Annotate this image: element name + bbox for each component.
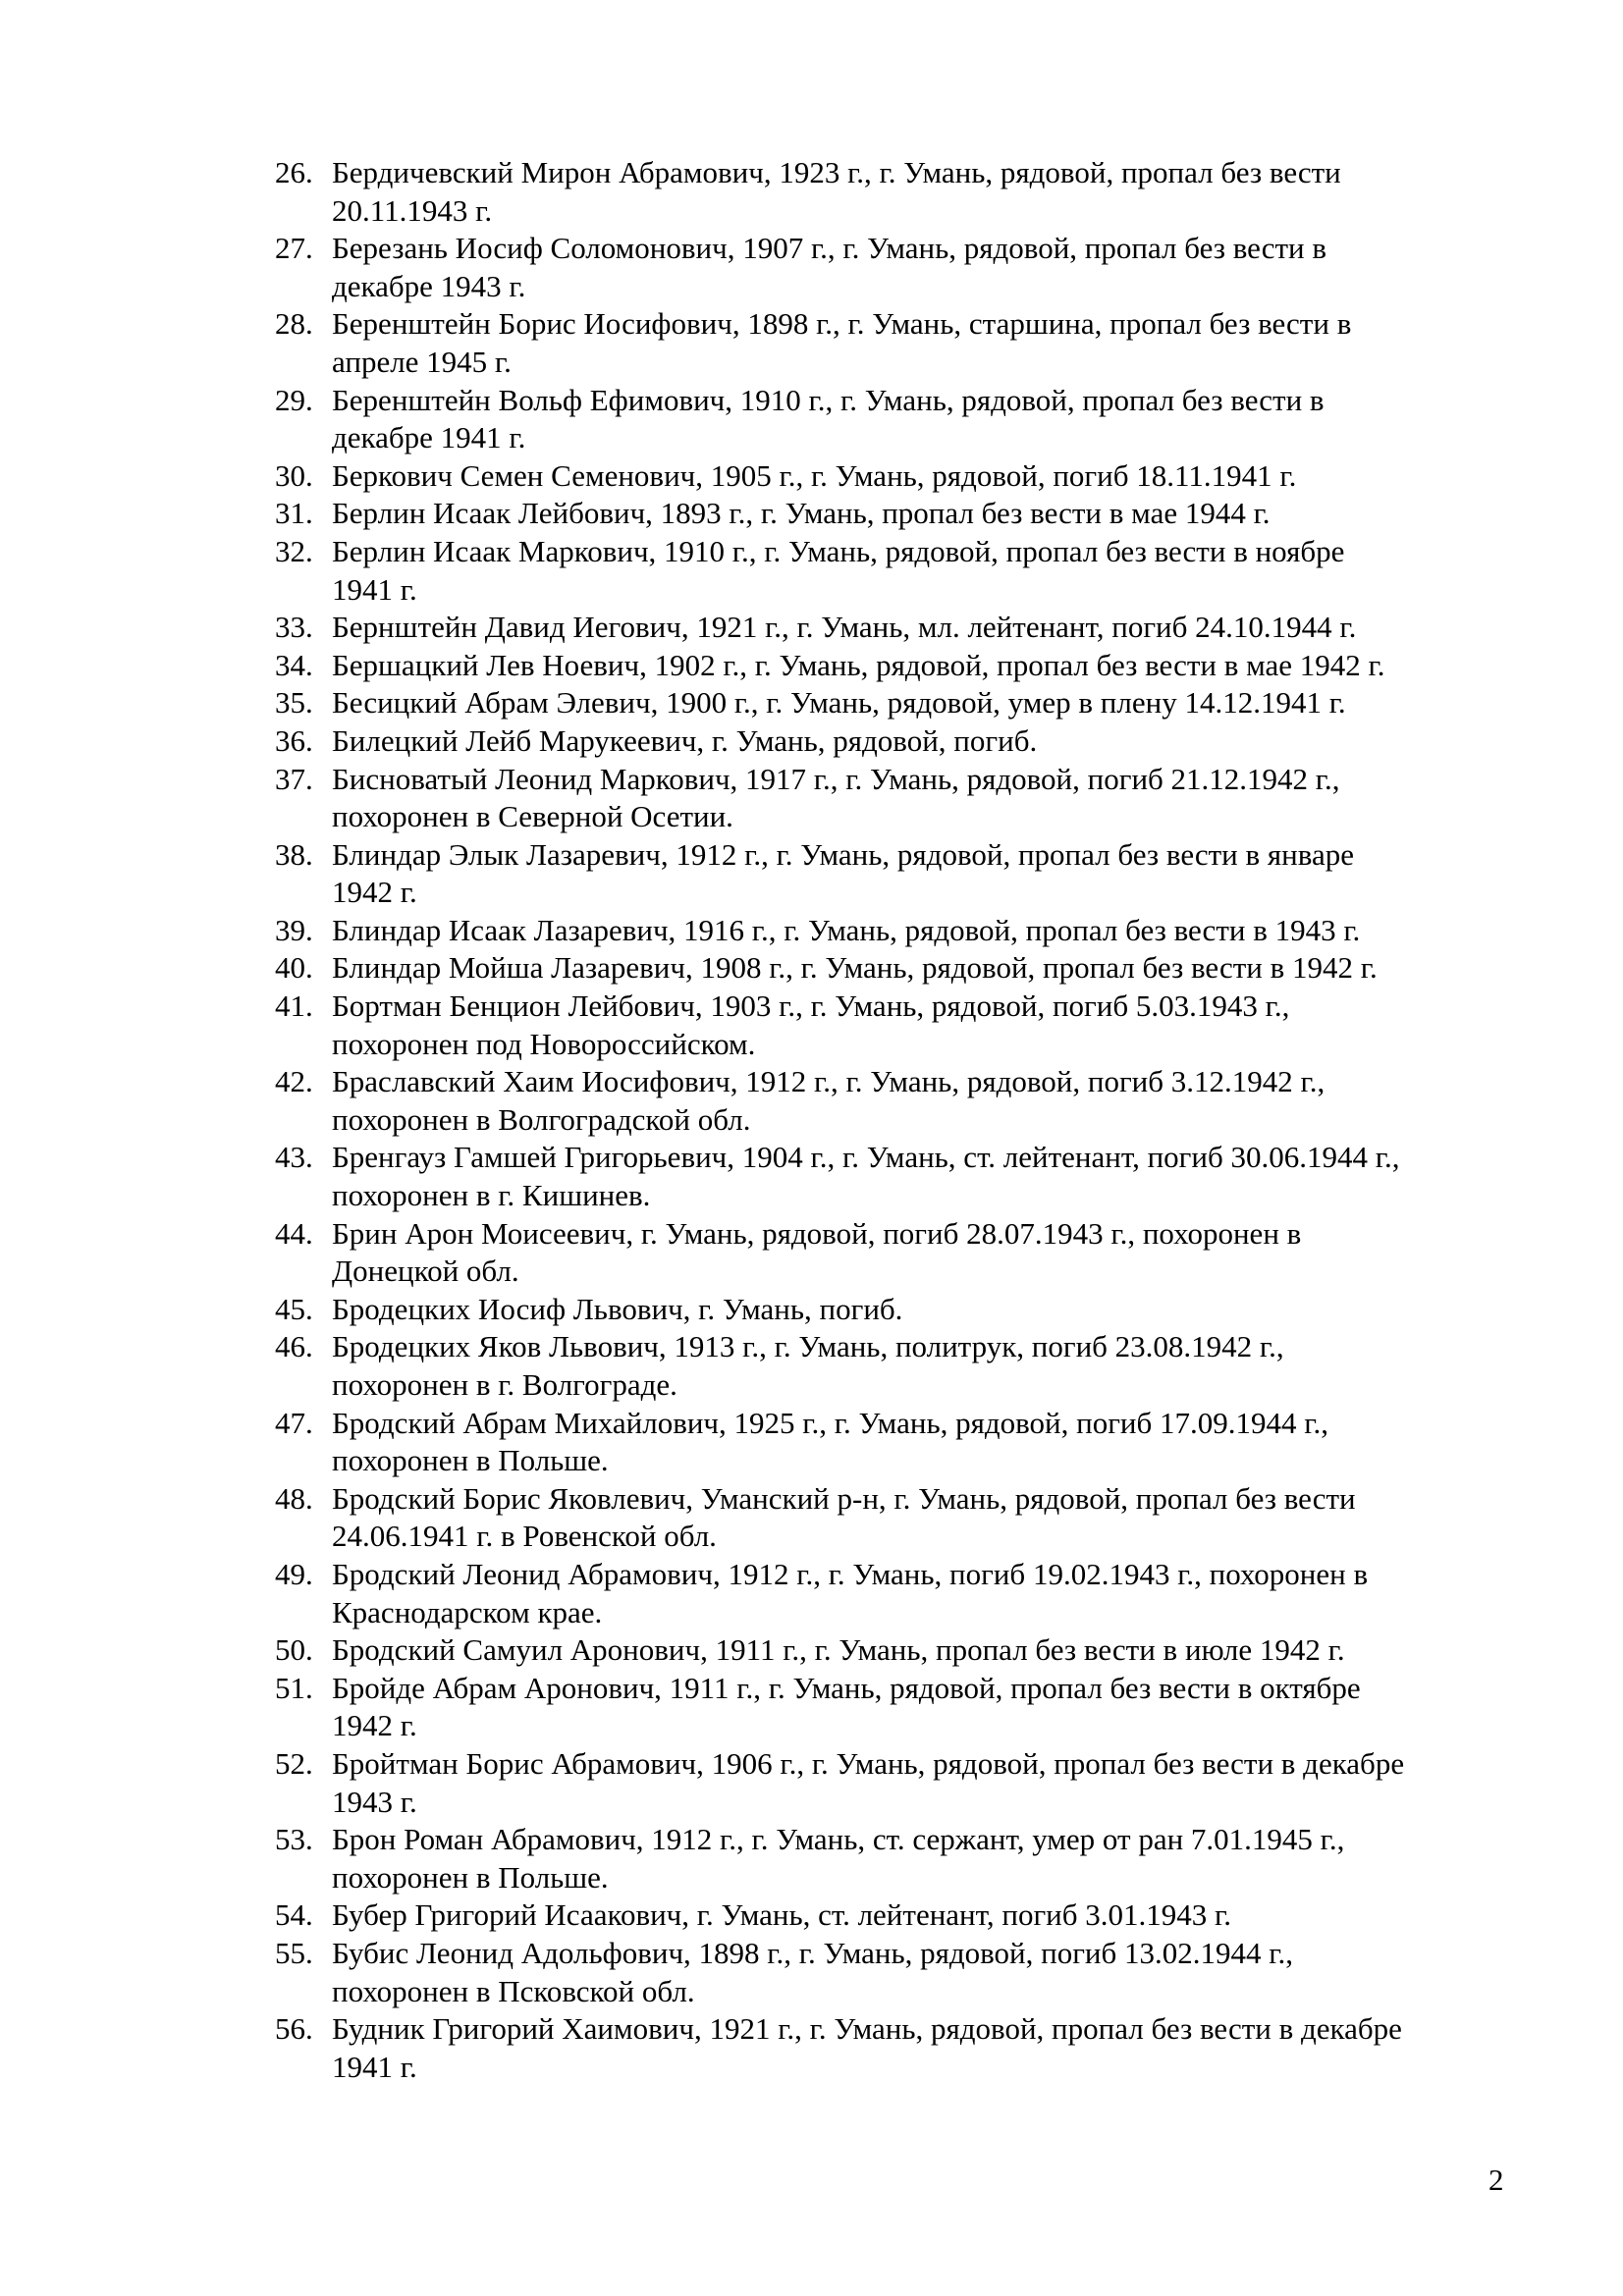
- entry-text-line: 1941 г.: [332, 2049, 417, 2084]
- entry-number: 48.: [275, 1480, 313, 1516]
- list-item: [275, 1631, 1532, 1670]
- entry-number: 33.: [275, 610, 313, 645]
- entry-text-line: Бродский Борис Яковлевич, Уманский р-н, г. Умань, рядовой, пропал без вести: [332, 1480, 1356, 1516]
- entry-text-line: 20.11.1943 г.: [332, 192, 493, 228]
- list-item: [275, 949, 1532, 988]
- entry-text-line: Брон Роман Абрамович, 1912 г., г. Умань, ст. сержант, умер от ран 7.01.1945 г.,: [332, 1822, 1345, 1857]
- entry-text-line: Бродецких Яков Львович, 1913 г., г. Умань, политрук, погиб 23.08.1942 г.,: [332, 1329, 1284, 1364]
- entry-text-line: Бродецких Иосиф Львович, г. Умань, погиб.: [332, 1291, 903, 1326]
- entry-number: 28.: [275, 306, 313, 342]
- entry-text-line: 1942 г.: [332, 1708, 417, 1743]
- entry-text-line: Бернштейн Давид Иегович, 1921 г., г. Умань, мл. лейтенант, погиб 24.10.1944 г.: [332, 610, 1357, 645]
- entry-text-line: Бубис Леонид Адольфович, 1898 г., г. Умань, рядовой, погиб 13.02.1944 г.,: [332, 1935, 1294, 1970]
- entry-number: 37.: [275, 761, 313, 796]
- list-item: [275, 2010, 1532, 2086]
- entry-text-line: Беренштейн Борис Иосифович, 1898 г., г. Умань, старшина, пропал без вести в: [332, 306, 1352, 342]
- entry-text-line: 1941 г.: [332, 571, 417, 607]
- entry-text-line: Билецкий Лейб Марукеевич, г. Умань, рядовой, погиб.: [332, 722, 1038, 758]
- entry-number: 35.: [275, 685, 313, 721]
- entry-text-line: похоронен в Северной Осетии.: [332, 799, 733, 834]
- entry-text-line: Березань Иосиф Соломонович, 1907 г., г. Умань, рядовой, пропал без вести в: [332, 231, 1326, 266]
- list-item: [275, 1745, 1532, 1821]
- list-item: [275, 457, 1532, 496]
- entry-number: 54.: [275, 1897, 313, 1933]
- entry-text-line: Берлин Исаак Лейбович, 1893 г., г. Умань, пропал без вести в мае 1944 г.: [332, 496, 1271, 531]
- entry-text-line: Бисноватый Леонид Маркович, 1917 г., г. Умань, рядовой, погиб 21.12.1942 г.,: [332, 761, 1340, 796]
- entry-number: 43.: [275, 1140, 313, 1175]
- entry-number: 26.: [275, 155, 313, 189]
- entry-text-line: декабре 1943 г.: [332, 268, 526, 303]
- entry-text-line: Браславский Хаим Иосифович, 1912 г., г. Умань, рядовой, погиб 3.12.1942 г.,: [332, 1064, 1325, 1099]
- list-item: [275, 1935, 1532, 2010]
- entry-text-line: Бройде Абрам Аронович, 1911 г., г. Умань, рядовой, пропал без вести в октябре: [332, 1670, 1361, 1705]
- entry-number: 34.: [275, 647, 313, 682]
- entry-text-line: похоронен в Польше.: [332, 1859, 609, 1895]
- entry-number: 52.: [275, 1745, 313, 1781]
- list-item: [275, 1063, 1532, 1139]
- entry-text-line: Блиндар Мойша Лазаревич, 1908 г., г. Умань, рядовой, пропал без вести в 1942 г.: [332, 950, 1378, 986]
- list-item: [275, 1139, 1532, 1214]
- entry-number: 39.: [275, 912, 313, 947]
- entry-text-line: Будник Григорий Хаимович, 1921 г., г. Умань, рядовой, пропал без вести в декабре: [332, 2011, 1402, 2047]
- entry-text-line: похоронен в г. Волгограде.: [332, 1367, 677, 1402]
- entry-text-line: 1942 г.: [332, 875, 417, 910]
- entry-number: 56.: [275, 2011, 313, 2047]
- list-item: [275, 154, 1532, 230]
- entry-number: 46.: [275, 1329, 313, 1364]
- list-item: [275, 1291, 1532, 1329]
- entry-number: 31.: [275, 496, 313, 531]
- entry-text-line: Берлин Исаак Маркович, 1910 г., г. Умань, рядовой, пропал без вести в ноябре: [332, 533, 1345, 568]
- entry-text-line: Бренгауз Гамшей Григорьевич, 1904 г., г. Умань, ст. лейтенант, погиб 30.06.1944 г.,: [332, 1140, 1400, 1175]
- list-item: [275, 382, 1532, 457]
- entry-text-line: Бродский Самуил Аронович, 1911 г., г. Умань, пропал без вести в июле 1942 г.: [332, 1632, 1345, 1668]
- list-item: [275, 761, 1532, 836]
- entry-text-line: Бубер Григорий Исаакович, г. Умань, ст. лейтенант, погиб 3.01.1943 г.: [332, 1897, 1231, 1933]
- entry-number: 50.: [275, 1632, 313, 1668]
- entry-text-line: похоронен в г. Кишинев.: [332, 1178, 651, 1213]
- page-number: 2: [1488, 2163, 1504, 2197]
- list-item: [275, 609, 1532, 647]
- entry-text-line: 24.06.1941 г. в Ровенской обл.: [332, 1519, 717, 1554]
- list-item: [275, 1670, 1532, 1745]
- entry-number: 29.: [275, 382, 313, 417]
- entry-text-line: Краснодарском крае.: [332, 1594, 603, 1629]
- list-item: [275, 988, 1532, 1063]
- list-item: [275, 495, 1532, 533]
- entry-text-line: Бройтман Борис Абрамович, 1906 г., г. Умань, рядовой, пропал без вести в декабре: [332, 1745, 1405, 1781]
- entry-text-line: похоронен под Новороссийском.: [332, 1026, 756, 1061]
- entry-text-line: Бродский Абрам Михайлович, 1925 г., г. Умань, рядовой, погиб 17.09.1944 г.,: [332, 1405, 1329, 1440]
- entry-number: 49.: [275, 1556, 313, 1591]
- list-item: [275, 230, 1532, 305]
- entry-text-line: Бершацкий Лев Ноевич, 1902 г., г. Умань, рядовой, пропал без вести в мае 1942 г.: [332, 647, 1385, 682]
- list-item: [275, 1556, 1532, 1631]
- list-item: [275, 1480, 1532, 1556]
- entry-number: 42.: [275, 1064, 313, 1099]
- list-item: [275, 533, 1532, 609]
- list-item: [275, 1896, 1532, 1935]
- list-item: [275, 1821, 1532, 1896]
- list-item: [275, 305, 1532, 381]
- entry-text-line: Бесицкий Абрам Элевич, 1900 г., г. Умань, рядовой, умер в плену 14.12.1941 г.: [332, 685, 1346, 721]
- entry-number: 45.: [275, 1291, 313, 1326]
- entry-text-line: Бродский Леонид Абрамович, 1912 г., г. Умань, погиб 19.02.1943 г., похоронен в: [332, 1556, 1369, 1591]
- entry-text-line: декабре 1941 г.: [332, 420, 526, 455]
- entry-text-line: Блиндар Элык Лазаревич, 1912 г., г. Умань, рядовой, пропал без вести в январе: [332, 836, 1354, 872]
- entry-number: 30.: [275, 457, 313, 493]
- list-item: [275, 1405, 1532, 1480]
- entry-number: 38.: [275, 836, 313, 872]
- entry-text-line: Беренштейн Вольф Ефимович, 1910 г., г. Умань, рядовой, пропал без вести в: [332, 382, 1325, 417]
- entry-number: 40.: [275, 950, 313, 986]
- entry-text-line: похоронен в Волгоградской обл.: [332, 1101, 751, 1137]
- entry-number: 47.: [275, 1405, 313, 1440]
- entry-number: 41.: [275, 988, 313, 1024]
- entry-number: 55.: [275, 1935, 313, 1970]
- list-item: [275, 836, 1532, 912]
- entry-number: 36.: [275, 722, 313, 758]
- list-item: [275, 1215, 1532, 1291]
- entry-text-line: Блиндар Исаак Лазаревич, 1916 г., г. Умань, рядовой, пропал без вести в 1943 г.: [332, 912, 1361, 947]
- entry-text-line: Брин Арон Моисеевич, г. Умань, рядовой, погиб 28.07.1943 г., похоронен в: [332, 1215, 1302, 1251]
- entry-number: 51.: [275, 1670, 313, 1705]
- list-item: [275, 912, 1532, 950]
- entry-text-line: Бортман Бенцион Лейбович, 1903 г., г. Умань, рядовой, погиб 5.03.1943 г.,: [332, 988, 1290, 1024]
- list-item: [275, 1328, 1532, 1404]
- entry-text-line: Беркович Семен Семенович, 1905 г., г. Умань, рядовой, погиб 18.11.1941 г.: [332, 457, 1297, 493]
- entry-list: [275, 154, 1532, 2086]
- list-item: [275, 722, 1532, 761]
- list-item: [275, 684, 1532, 722]
- entry-number: 27.: [275, 231, 313, 266]
- entry-text-line: Бердичевский Мирон Абрамович, 1923 г., г. Умань, рядовой, пропал без вести: [332, 155, 1341, 189]
- entry-text-line: апреле 1945 г.: [332, 344, 512, 379]
- entry-text-line: 1943 г.: [332, 1784, 417, 1819]
- list-item: [275, 647, 1532, 685]
- entry-number: 44.: [275, 1215, 313, 1251]
- entry-number: 32.: [275, 533, 313, 568]
- entry-number: 53.: [275, 1822, 313, 1857]
- entry-text-line: Донецкой обл.: [332, 1254, 519, 1289]
- entry-text-line: похоронен в Польше.: [332, 1443, 609, 1478]
- entry-text-line: похоронен в Псковской обл.: [332, 1973, 695, 2008]
